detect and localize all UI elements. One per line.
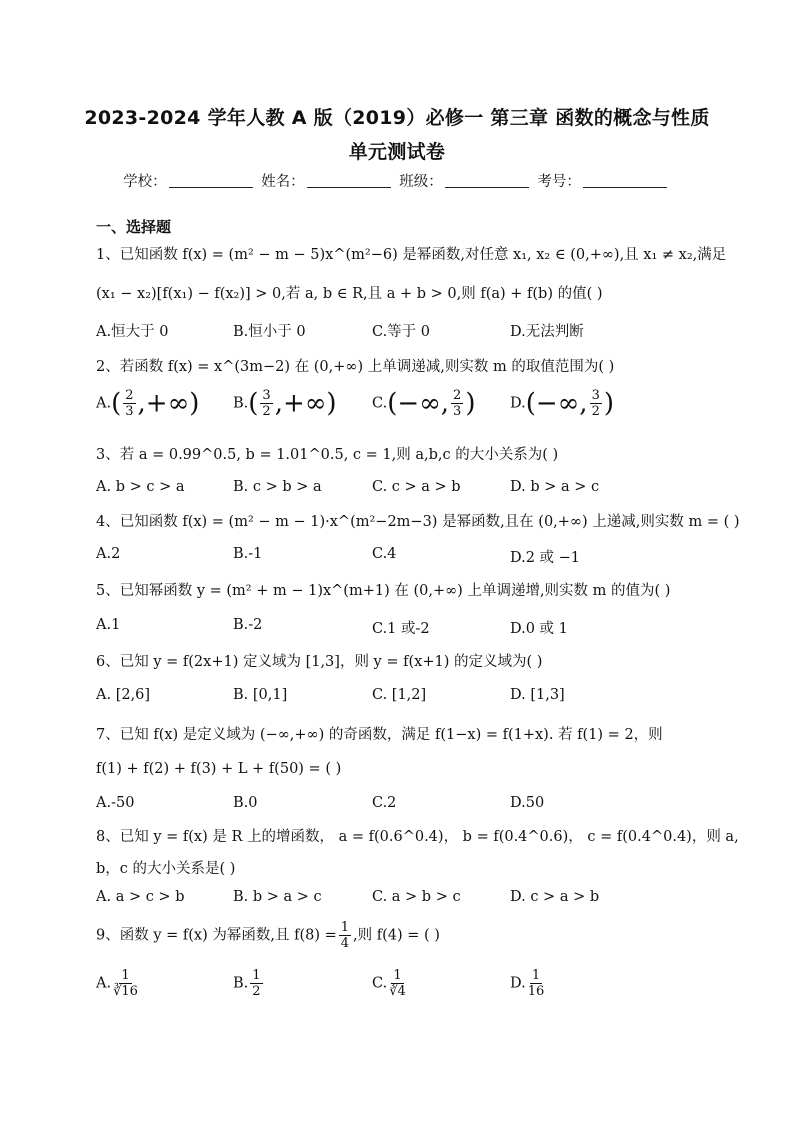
- section-heading: 一、选择题: [96, 218, 172, 236]
- option-c[interactable]: C. c > a > b: [372, 479, 461, 495]
- student-info-row: [60, 170, 734, 191]
- name-blank[interactable]: [307, 173, 391, 188]
- option-b[interactable]: B.0: [233, 795, 258, 811]
- option-a[interactable]: A.( $\frac{2}{3}$ ,+∞): [96, 388, 200, 419]
- question-3-line-1: 3、若 a = 0.99^0.5, b = 1.01^0.5, c = 1,则 a,b,c 的大小关系为( ): [96, 447, 559, 463]
- option-a[interactable]: A. [2,6]: [96, 687, 151, 703]
- number-label: 考号：: [537, 174, 581, 190]
- option-c[interactable]: C. [1,2]: [372, 687, 427, 703]
- option-b[interactable]: B. $\frac{1}{2}$: [233, 968, 261, 999]
- option-d[interactable]: D. $\frac{1}{16}$: [510, 968, 545, 999]
- question-5-line-1: 5、已知幂函数 y = (m² + m − 1)x^(m+1) 在 (0,+∞) 上单调递增,则实数 m 的值为( ): [96, 583, 671, 599]
- option-d[interactable]: D. c > a > b: [510, 889, 600, 905]
- option-d[interactable]: D. [1,3]: [510, 687, 565, 703]
- question-2-options: [96, 388, 696, 428]
- question-9-line-1: 9、函数 y = f(x) 为幂函数,且 f(8) = $\frac{1}{4}$ ,则 f(4) = ( ): [96, 920, 440, 951]
- option-a[interactable]: A.2: [96, 546, 121, 562]
- option-c[interactable]: C.2: [372, 795, 397, 811]
- question-2-line-1: 2、若函数 f(x) = x^(3m−2) 在 (0,+∞) 上单调递减,则实数 m 的取值范围为( ): [96, 359, 615, 375]
- option-b[interactable]: B.-2: [233, 617, 263, 633]
- question-1-line-2: (x₁ − x₂)[f(x₁) − f(x₂)] > 0,若 a, b ∈ R,且 a + b > 0,则 f(a) + f(b) 的值( ): [96, 286, 603, 302]
- option-c[interactable]: C.1 或-2: [372, 621, 430, 637]
- number-blank[interactable]: [583, 173, 667, 188]
- option-c[interactable]: C.4: [372, 546, 397, 562]
- question-8-line-2: b，c 的大小关系是( ): [96, 861, 236, 877]
- option-a[interactable]: A. a > c > b: [96, 889, 185, 905]
- question-7-line-2: f(1) + f(2) + f(3) + L + f(50) = ( ): [96, 761, 342, 777]
- option-a[interactable]: A. b > c > a: [96, 479, 185, 495]
- option-d[interactable]: D.0 或 1: [510, 621, 568, 637]
- option-b[interactable]: B.( $\frac{3}{2}$ ,+∞): [233, 388, 337, 419]
- option-c[interactable]: C. a > b > c: [372, 889, 461, 905]
- option-a[interactable]: A. $\frac{1}{∛16}$: [96, 968, 138, 999]
- school-label: 学校：: [123, 174, 167, 190]
- option-b[interactable]: B. b > a > c: [233, 889, 322, 905]
- exam-title-line1: 2023-2024 学年人教 A 版（2019）必修一 第三章 函数的概念与性质: [84, 107, 710, 129]
- question-6-options: [96, 687, 696, 727]
- option-d[interactable]: D. b > a > c: [510, 479, 600, 495]
- option-d[interactable]: D.2 或 −1: [510, 550, 581, 566]
- option-c[interactable]: C.等于 0: [372, 324, 431, 340]
- question-8-line-1: 8、已知 y = f(x) 是 R 上的增函数， a = f(0.6^0.4)， b = f(0.4^0.6)， c = f(0.4^0.4)，则 a,: [96, 829, 739, 845]
- option-d[interactable]: D.50: [510, 795, 545, 811]
- option-b[interactable]: B.-1: [233, 546, 263, 562]
- question-6-line-1: 6、已知 y = f(2x+1) 定义域为 [1,3]，则 y = f(x+1) 的定义域为( ): [96, 654, 543, 670]
- question-9-options: [96, 968, 696, 1008]
- option-d[interactable]: D.无法判断: [510, 324, 584, 340]
- option-a[interactable]: A.-50: [96, 795, 135, 811]
- option-c[interactable]: C. $\frac{1}{∛4}$: [372, 968, 406, 999]
- option-c[interactable]: C.(−∞, $\frac{2}{3}$ ): [372, 388, 476, 419]
- question-1-options: [96, 320, 696, 360]
- option-b[interactable]: B.恒小于 0: [233, 324, 306, 340]
- option-a[interactable]: A.1: [96, 617, 121, 633]
- exam-title-line2: 单元测试卷: [348, 141, 446, 163]
- name-label: 姓名：: [261, 174, 305, 190]
- option-d[interactable]: D.(−∞, $\frac{3}{2}$ ): [510, 388, 615, 419]
- question-7-line-1: 7、已知 f(x) 是定义域为 (−∞,+∞) 的奇函数，满足 f(1−x) = f(1+x). 若 f(1) = 2，则: [96, 727, 663, 743]
- option-b[interactable]: B. [0,1]: [233, 687, 288, 703]
- option-b[interactable]: B. c > b > a: [233, 479, 322, 495]
- school-blank[interactable]: [169, 173, 253, 188]
- class-blank[interactable]: [445, 173, 529, 188]
- option-a[interactable]: A.恒大于 0: [96, 324, 169, 340]
- class-label: 班级：: [399, 174, 443, 190]
- question-4-line-1: 4、已知函数 f(x) = (m² − m − 1)·x^(m²−2m−3) 是幂函数,且在 (0,+∞) 上递减,则实数 m = ( ): [96, 514, 740, 530]
- question-1-line-1: 1、已知函数 f(x) = (m² − m − 5)x^(m²−6) 是幂函数,对任意 x₁, x₂ ∈ (0,+∞),且 x₁ ≠ x₂,满足: [96, 247, 727, 263]
